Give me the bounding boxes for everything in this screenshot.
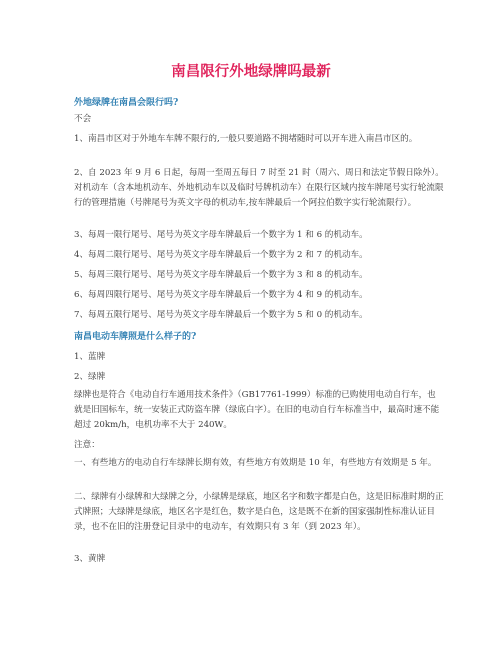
answer-text: 不会 xyxy=(74,114,92,124)
rule-item: 4、每周二限行尾号、尾号为英文字母车牌最后一个数字为 2 和 7 的机动车。 xyxy=(74,250,368,260)
paragraph-2: 2、自 2023 年 9 月 6 日起，每周一至周五每日 7 时至 21 时（周六、周日和法定节假日除外）。对机动车（含本地机动车、外地机动车以及临时号牌机动车）在限行区域内按车牌尾号实行轮流限行的管理措施（号牌尾号为英文字母的机动车,按车牌最后一个阿拉伯数字实行轮流限行）。 xyxy=(74,168,444,208)
note-label: 注意： xyxy=(74,440,100,450)
page-title: 南昌限行外地绿牌吗最新 xyxy=(171,63,331,80)
note-2: 二、绿牌有小绿牌和大绿牌之分，小绿牌是绿底，地区名字和数字都是白色，这是旧标准时期的正式牌照；大绿牌是绿底，地区名字是红色，数字是白色，这是既不在新的国家强制性标准认证目录，也不在旧的注册登记目录中的电动车，有效期只有 3 年（到 2023 年）。 xyxy=(74,492,444,532)
rule-item: 5、每周三限行尾号、尾号为英文字母车牌最后一个数字为 3 和 8 的机动车。 xyxy=(74,270,368,280)
note-1: 一、有些地方的电动自行车绿牌长期有效，有些地方有效期是 10 年，有些地方有效期是 5 年。 xyxy=(74,458,437,468)
list-item-yellow-plate: 3、黄牌 xyxy=(74,554,106,564)
paragraph-1: 1、南昌市区对于外地车车牌不限行的,一般只要道路不拥堵随时可以开车进入南昌市区的。 xyxy=(74,134,418,144)
section-heading-green-plate-limit: 外地绿牌在南昌会限行吗? xyxy=(74,98,179,108)
green-plate-description: 绿牌也是符合《电动自行车通用技术条件》（GB17761-1999）标准的已购使用电动自行车，也就是旧国标车，统一安装正式防盗车牌（绿底白字）。在旧的电动自行车标准当中，最高时速不能超过 20km/h，电机功率不大于 240W。 xyxy=(74,390,440,430)
list-item-blue-plate: 1、蓝牌 xyxy=(74,352,106,362)
list-item-green-plate: 2、绿牌 xyxy=(74,372,106,382)
section-heading-plate-style: 南昌电动车牌照是什么样子的? xyxy=(74,332,197,342)
rule-item: 6、每周四限行尾号、尾号为英文字母车牌最后一个数字为 4 和 9 的机动车。 xyxy=(74,290,368,300)
rule-item: 7、每周五限行尾号、尾号为英文字母车牌最后一个数字为 5 和 0 的机动车。 xyxy=(74,310,368,320)
rule-item: 3、每周一限行尾号、尾号为英文字母车牌最后一个数字为 1 和 6 的机动车。 xyxy=(74,230,368,240)
